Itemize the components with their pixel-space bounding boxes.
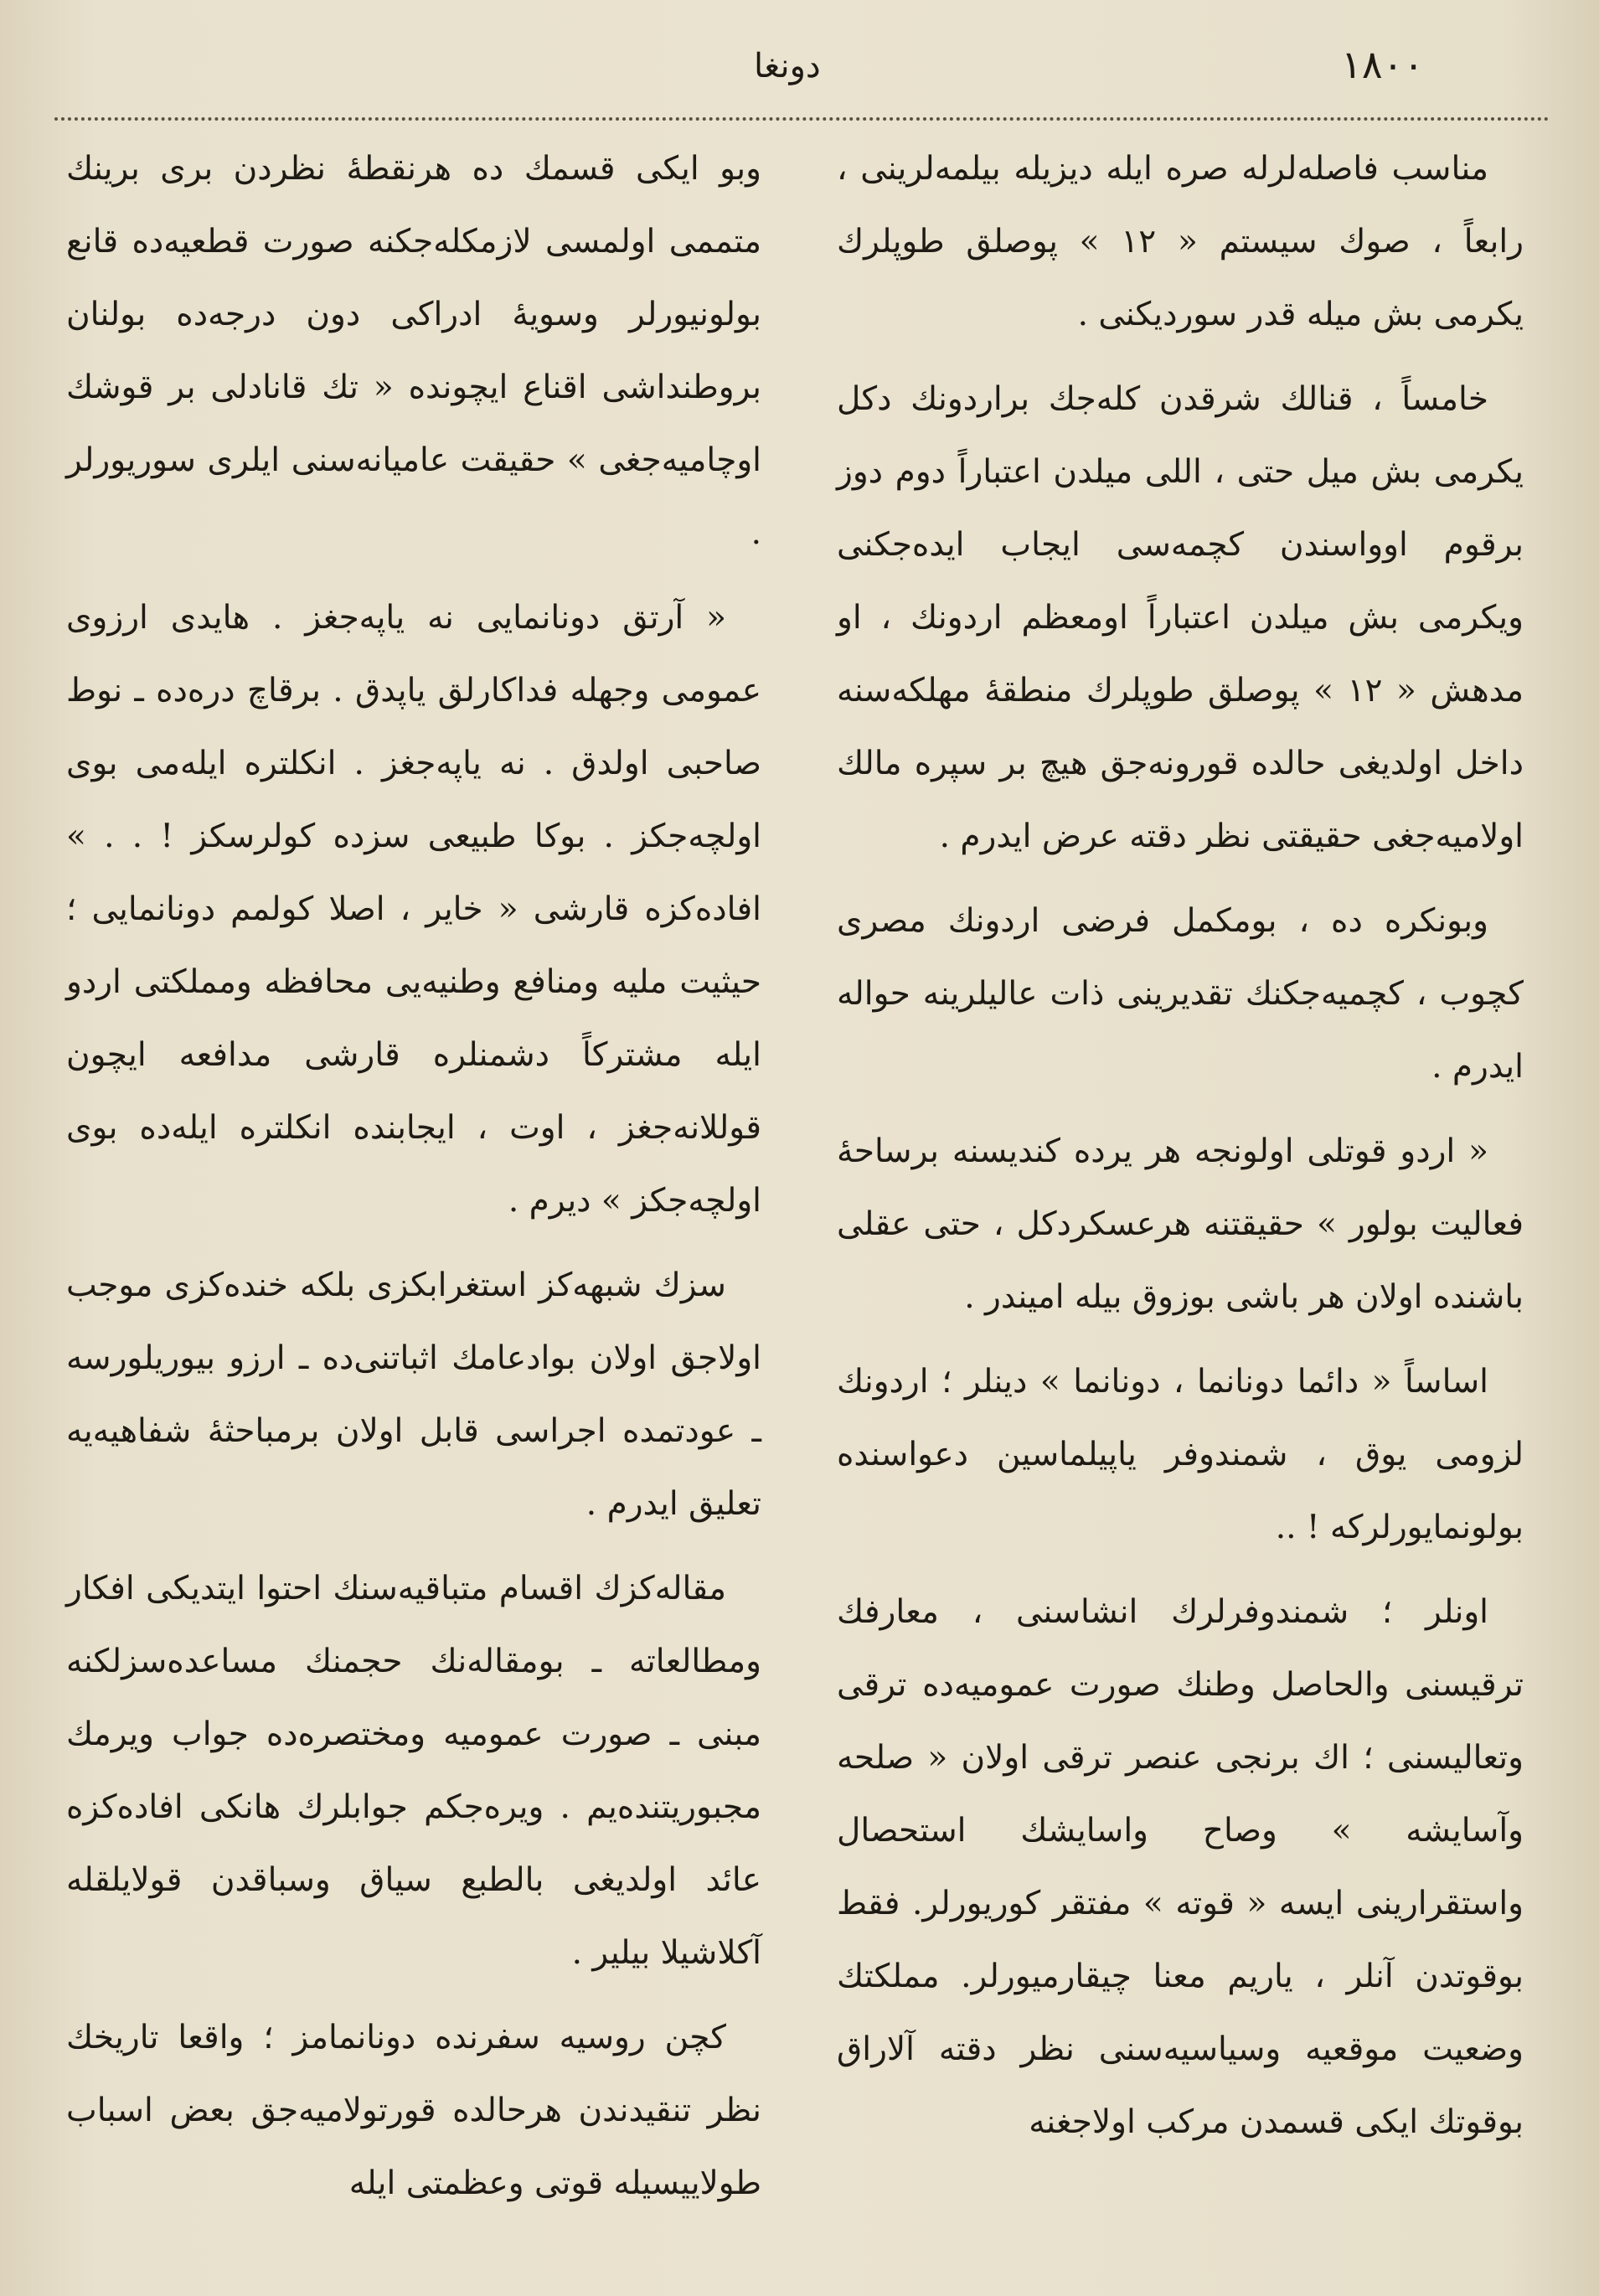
paragraph: مقاله‌کزك اقسام متباقیه‌سنك احتوا ایتدیکی افکار ومطالعاته ـ بومقاله‌نك حجمنك مساعده‌سزلکنه مبنی ـ صورت عمومیه ومختصره‌ده جواب ویرمك مجبوریتنده‌یم . ویره‌جکم جوابلرك هانکی افاده‌کزه عائد اولدیغی بالطبع سیاق وسباقدن قولایلقله آکلاشیلا بیلیر . [66, 1570, 761, 1972]
paragraph: اونلر ؛ شمندوفرلرك انشاسنی ، معارفك ترقیسنی والحاصل وطنك صورت عمومیه‌ده ترقی وتعالیسنی ؛ اك برنجی عنصر ترقی اولان « صلحه وآسایشه » وصاح واسایشك استحصال واستقرارینی ایسه « قوته » مفتقر کوریورلر. فقط بوقوتدن آنلر ، یاریم معنا چیقارمیورلر. مملکتك وضعیت موقعیه وسیاسیه‌سنی نظر دقته آلاراق بوقوتك ایکی قسمدن مرکب اولاجغنه [837, 1593, 1524, 2141]
paragraph: وبو ایکی قسمك ده هرنقطهٔ نظردن بری برینك متممی اولمسی لازمکله‌جکنه صورت قطعیه‌ده قانع بولونیورلر وسویهٔ ادراکی دون درجه‌ده بولنان بروطنداشی اقناع ایچونده « تك قانادلی بر قوشك اوچامیه‌جغی » حقیقت عامیانه‌سنی ایلری سوریورلر . [66, 150, 761, 552]
paragraph: « آرتق دونانمایی نه یاپه‌جغز . هایدی ارزوی عمومی وجهله فداکارلق یاپدق . برقاچ دره‌ده ـ نوط صاحبی اولدق . نه یاپه‌جغز . انکلتره ایله‌می بوی اولچه‌جکز . بوکا طبیعی سزده کولرسکز ! . . » افاده‌کزه قارشی « خایر ، اصلا کولمم دونانمایی ؛ حیثیت ملیه ومنافع وطنیه‌یی محافظه ومملکتی اردو ایله مشترکاً دشمنلره قارشی مدافعه ایچون قوللانه‌جغز ، اوت ، ایجابنده انکلتره ایله‌ده بوی اولچه‌جکز » دیرم . [66, 599, 761, 1220]
paragraph: « اردو قوتلی اولونجه هر یرده کندیسنه برساحهٔ فعالیت بولور » حقیقتنه هرعسکردکل ، حتی عقلی باشنده اولان هر باشی بوزوق بیله امیندر . [837, 1133, 1524, 1316]
page-header [50, 42, 1541, 101]
page-number: ۱۸۰۰ [1341, 42, 1424, 87]
left-column [66, 132, 761, 2232]
running-title: دونغا [754, 47, 821, 85]
paragraph: کچن روسیه سفرنده دونانمامز ؛ واقعا تاریخك نظر تنقیدندن هرحالده قورتولامیه‌جق بعض اسباب طولاییسیله قوتی وعظمتی ایله [66, 2019, 761, 2202]
paragraph: مناسب فاصله‌لرله صره ایله دیزیله بیلمه‌لرینی ، رابعاً ، صوك سیستم « ۱۲ » پوصلق طوپلرك یکرمی بش میله قدر سوردیکنی . [837, 150, 1524, 333]
paragraph: سزك شبهه‌کز استغرابکزی بلکه خنده‌کزی موجب اولاجق اولان بوادعامك اثباتنی‌ده ـ ارزو بیوریلورسه ـ عودتمده اجراسی قابل اولان برمباحثهٔ شفاهیه‌یه تعلیق ایدرم . [66, 1267, 761, 1523]
header-divider [54, 117, 1550, 121]
paragraph: خامساً ، قنالك شرقدن کله‌جك براردونك دکل یکرمی بش میل حتی ، اللی میلدن اعتباراً دوم دوز برقوم اوواسندن کچمه‌سی ایجاب ایده‌جکنی ویکرمی بش میلدن اعتباراً اومعظم اردونك ، او مدهش « ۱۲ » پوصلق طوپلرك منطقهٔ مهلکه‌سنه داخل اولدیغی حالده قورونه‌جق هیچ بر سپره مالك اولامیه‌جغی حقیقتی نظر دقته عرض ایدرم . [837, 380, 1524, 855]
paragraph: اساساً « دائما دونانما ، دونانما » دینلر ؛ اردونك لزومی یوق ، شمندوفر یاپیلماسین دعواسنده بولونمایورلرکه ! .. [837, 1363, 1524, 1546]
paragraph: وبونکره ده ، بومکمل فرضی اردونك مصری کچوب ، کچمیه‌جکنك تقدیرینی ذات عالیلرینه حواله ایدرم . [837, 902, 1524, 1086]
right-column [837, 132, 1524, 2170]
